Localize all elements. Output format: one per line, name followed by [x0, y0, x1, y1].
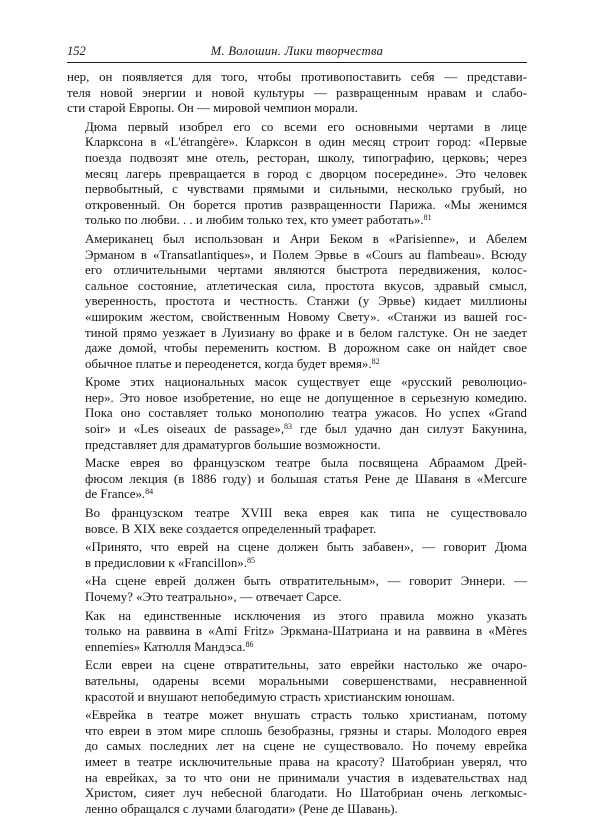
text-line: месяц лагерь превращается в город с дворцом посередине». Это человек	[85, 166, 527, 181]
text-line: что евреи в этом мире сплошь безобразны, грязны и стары. Молодого еврея	[85, 723, 527, 738]
text-line: только по любви. . . и любим только тех, кто умеет работать».$^{81}$	[85, 213, 432, 228]
paragraph	[67, 456, 527, 503]
text-line: Эрманом в «Transatlantiques», и Полем Эрвье в «Cours au flambeau». Всюду	[85, 247, 527, 262]
text-line: имеет в театре исключительные права на красоту? Шатобриан уверял, что	[85, 754, 527, 769]
text-line: de France».$^{84}$	[85, 487, 154, 502]
text-line: вательны, одарены всеми моральными совершенствами, несравненной	[85, 673, 527, 688]
footnote-marker: 85	[246, 555, 255, 565]
text-line: поезда подвозят мне отель, ресторан, школу, типографию, церковь; через	[85, 150, 527, 165]
paragraph	[67, 506, 527, 537]
text-line: его отличительными чертами являются быстрота передвижения, колос-	[85, 263, 527, 278]
text-line: даже домой, чтобы переменить костюм. В дорожном саке он найдет свое	[85, 341, 527, 356]
footnote-marker: 81	[423, 213, 432, 223]
text-line: сальное состояние, атлетическая сила, простота вкусов, здравый смысл,	[85, 278, 527, 293]
text-line: Христом, сияет луч небесной благодати. Но Шатобриан очень легкомыс-	[85, 786, 527, 801]
paragraph	[67, 609, 527, 656]
paragraph	[67, 375, 527, 453]
text-line: Маске еврея во французском театре была посвящена Абраамом Дрей-	[85, 456, 527, 471]
text-line: Как на единственные исключения из этого правила можно указать	[85, 608, 527, 623]
text-line: фюсом лекция (в 1886 году) и большая статья Рене де Шаваня в «Mercure	[85, 471, 527, 486]
running-title: М. Волошин. Лики творчества	[210, 44, 384, 58]
text-line: soir» и «Les oiseaux de passage»,$^{83}$ где был удачно дан силуэт Бакунина,	[85, 422, 527, 437]
text-line: нер». Это новое изобретение, но еще не допущенное в серьезную комедию.	[85, 390, 527, 405]
paragraph	[67, 120, 527, 229]
text-line: нер, он появляется для того, чтобы противопоставить себя — представи-	[67, 70, 527, 84]
paragraph	[67, 574, 527, 605]
footnote-marker: 84	[145, 487, 154, 497]
text-line: красотой и внушают непобедимую страсть христианским юношам.	[85, 689, 455, 704]
text-line: Почему? «Это театрально», — отвечает Сарсе.	[85, 590, 342, 604]
footnote-marker: 83	[284, 422, 293, 432]
text-line: «Еврейка в театре может внушать страсть только христианам, потому	[85, 708, 527, 723]
text-line: представляет для драматургов большие возможности.	[85, 437, 381, 452]
text-line: уверенность, простота и честность. Станжи (у Эрвье) кидает миллионы	[85, 294, 527, 309]
text-line: «широким жестом, свойственным Новому Свету». «Станжи из вашей гос-	[85, 309, 527, 324]
footnote-marker: 86	[245, 639, 254, 649]
text-line: Пока оно составляет только монополию театра ужасов. Но успех «Grand	[85, 406, 527, 421]
footnote-marker: 82	[371, 356, 380, 366]
text-line: до самых последних лет на сцене не существовало. Но почему еврейка	[85, 739, 527, 754]
text-line: первобытный, с чувствами прямыми и сильными, несколько грубый, но	[85, 182, 527, 197]
text-line: вовсе. В XIX веке создается определенный трафарет.	[85, 521, 377, 536]
text-line: «На сцене еврей должен быть отвратительным», — говорит Эннери. —	[85, 574, 527, 589]
text-line: на еврейках, за то что они не принимали участия в издевательствах над	[85, 770, 527, 785]
paragraph	[67, 658, 527, 705]
text-line: обычное платье и переоденется, когда будет время».$^{82}$	[85, 356, 380, 371]
body-text	[67, 70, 527, 817]
paragraph	[67, 70, 527, 117]
text-line: Во французском театре XVIII века еврея как типа не существовало	[85, 506, 527, 521]
text-line: Кроме этих национальных масок существует еще «русский революцио-	[85, 375, 527, 390]
running-header	[67, 40, 527, 63]
text-line: Кларксона в «L'étrangère». Кларксон в один месяц строит город: «Первые	[85, 135, 527, 150]
text-line: Если евреи на сцене отвратительны, зато еврейки настолько же очаро-	[85, 658, 527, 673]
text-line: сти старой Европы. Он — мировой чемпион морали.	[67, 101, 358, 116]
text-line: «Принято, что еврей на сцене должен быть забавен», — говорит Дюма	[85, 540, 527, 555]
text-line: в предисловии к «Francillon».$^{85}$	[85, 555, 255, 570]
text-line: откровенный. Он борется против развращенности Парижа. «Мы женимся	[85, 197, 527, 212]
text-line: Американец был использован и Анри Беком в «Parisienne», и Абелем	[85, 231, 527, 246]
text-line: ленно обращался с лучами благодати» (Рене де Шавань).	[85, 801, 398, 816]
text-line: теля новой энергии и новой культуры — развращенным нравам и слабо-	[67, 85, 527, 100]
text-line: ennemies» Катюлля Мандэса.$^{86}$	[85, 639, 254, 654]
page-number: 152	[67, 44, 86, 58]
text-line: тиной прямо уезжает в Луизиану во фраке и в белом галстуке. Он не заедет	[85, 325, 527, 340]
paragraph	[67, 540, 527, 571]
text-line: Дюма первый изобрел его со всеми его основными чертами в лице	[85, 119, 527, 134]
paragraph	[67, 708, 527, 817]
paragraph	[67, 232, 527, 372]
text-line: только на раввина в «Ami Fritz» Эркмана-Шатриана и на раввина в «Mères	[85, 624, 527, 639]
